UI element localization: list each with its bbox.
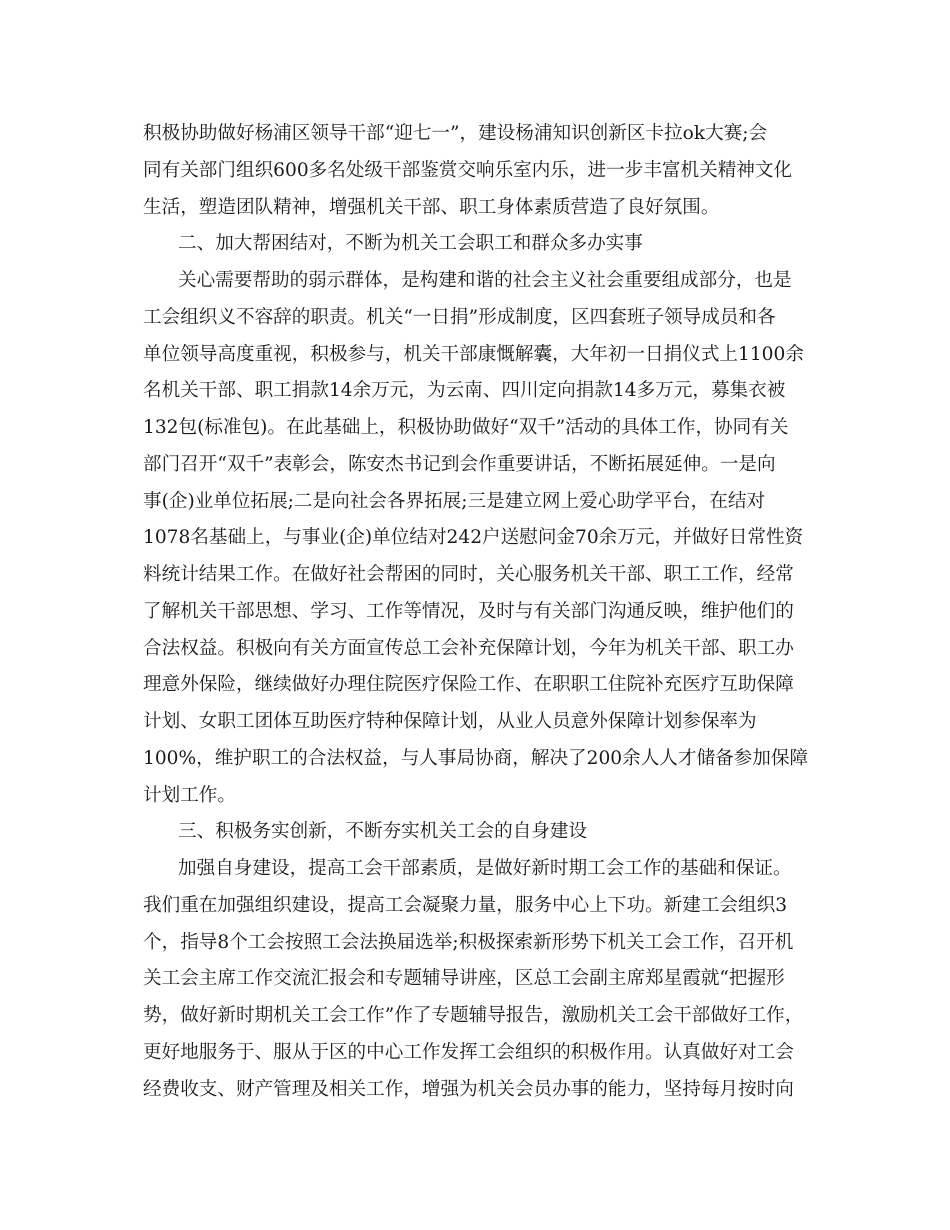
text-line: 理意外保险，继续做好办理住院医疗保险工作、在职职工住院补充医疗互助保障	[143, 674, 794, 696]
text-line: 料统计结果工作。在做好社会帮困的同时，关心服务机关干部、职工工作，经常	[143, 564, 794, 585]
text-line: 势，做好新时期机关工会工作”作了专题辅导报告，激励机关工会干部做好工作，	[143, 1005, 804, 1026]
text-line: 同有关部门组织600多名处级干部鉴赏交响乐室内乐，进一步丰富机关精神文化	[143, 159, 793, 181]
text-line: 工会组织义不容辞的职责。机关“一日捐”形成制度，区四套班子领导成员和各	[143, 306, 776, 328]
text-line: 名机关干部、职工捐款14余万元，为云南、四川定向捐款14多万元，募集衣被	[143, 380, 786, 402]
text-line: 1078名基础上，与事业(企)单位结对242户送慰问金70余万元，并做好日常性资	[143, 527, 804, 549]
text-line: 积极协助做好杨浦区领导干部“迎七一”，建设杨浦知识创新区卡拉ok大赛;会	[143, 123, 768, 144]
text-line: 三、积极务实创新，不断夯实机关工会的自身建设	[178, 821, 588, 843]
text-line: 132包(标准包)。在此基础上，积极协助做好“双千”活动的具体工作，协同有关	[143, 417, 789, 438]
text-line: 部门召开“双千”表彰会，陈安杰书记到会作重要讲话，不断拓展延伸。一是向	[143, 453, 776, 475]
text-line: 个，指导8个工会按照工会法换届选举;积极探索新形势下机关工会工作，召开机	[143, 931, 794, 953]
text-line: 单位领导高度重视，积极参与，机关干部康慨解囊，大年初一日捐仪式上1100余	[143, 343, 804, 365]
text-line: 计划工作。	[143, 784, 236, 806]
text-line: 我们重在加强组织建设，提高工会凝聚力量，服务中心上下功。新建工会组织3	[143, 894, 788, 916]
text-line: 了解机关干部思想、学习、工作等情况，及时与有关部门沟通反映，维护他们的	[143, 600, 794, 622]
text-line: 100%，维护职工的合法权益，与人事局协商，解决了200余人人才储备参加保障	[143, 747, 809, 769]
text-line: 二、加大帮困结对，不断为机关工会职工和群众多办实事	[178, 233, 643, 255]
text-line: 生活，塑造团队精神，增强机关干部、职工身体素质营造了良好氛围。	[143, 196, 720, 218]
text-line: 关工会主席工作交流汇报会和专题辅导讲座，区总工会副主席郑星霞就“把握形	[143, 968, 785, 990]
text-line: 经费收支、财产管理及相关工作，增强为机关会员办事的能力，坚持每月按时向	[143, 1078, 794, 1100]
text-line: 合法权益。积极向有关方面宣传总工会补充保障计划，今年为机关干部、职工办	[143, 637, 794, 659]
text-line: 事(企)业单位拓展;二是向社会各界拓展;三是建立网上爱心助学平台，在结对	[143, 490, 766, 512]
text-line: 关心需要帮助的弱示群体，是构建和谐的社会主义社会重要组成部分，也是	[178, 270, 792, 291]
text-line: 更好地服务于、服从于区的中心工作发挥工会组织的积极作用。认真做好对工会	[143, 1041, 794, 1063]
document-body	[143, 116, 813, 1108]
text-line: 计划、女职工团体互助医疗特种保障计划，从业人员意外保障计划参保率为	[143, 711, 757, 732]
text-line: 加强自身建设，提高工会干部素质，是做好新时期工会工作的基础和保证。	[178, 858, 792, 879]
